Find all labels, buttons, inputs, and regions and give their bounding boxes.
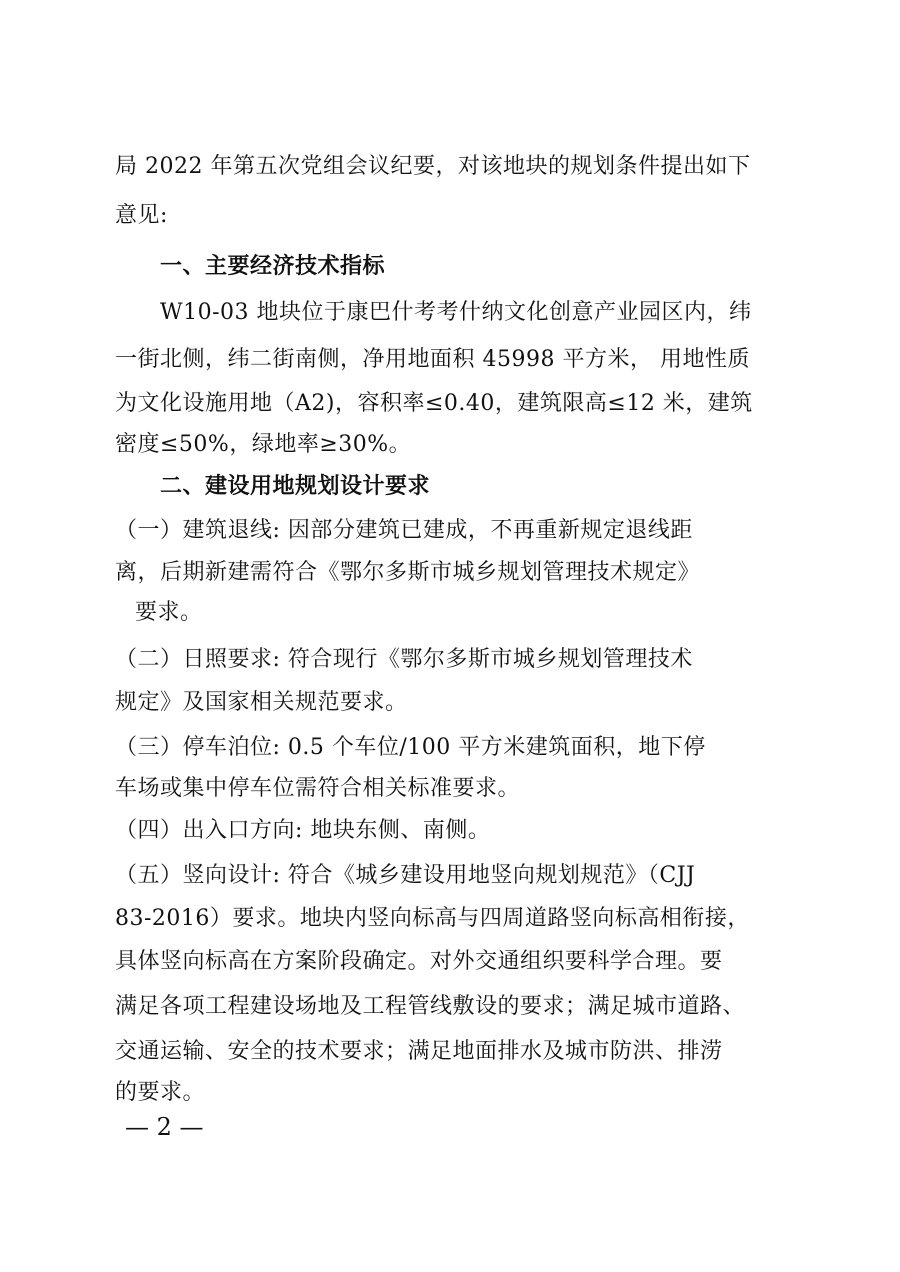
body-line: 要求。 [135,600,203,625]
body-line: 交通运输、安全的技术要求；满足地面排水及城市防洪、排涝 [115,1039,723,1064]
body-line: （二）日照要求: 符合现行《鄂尔多斯市城乡规划管理技术 [115,647,693,672]
body-line: 一街北侧，纬二街南侧，净用地面积 45998 平方米， 用地性质 [115,347,750,372]
body-line: 满足各项工程建设场地及工程管线敷设的要求；满足城市道路、 [115,994,746,1019]
page-number: — 2 — [125,1113,204,1141]
body-line: 具体竖向标高在方案阶段确定。对外交通组织要科学合理。要 [115,949,723,974]
body-line: （一）建筑退线: 因部分建筑已建成，不再重新规定退线距 [115,518,693,543]
body-line: 为文化设施用地（A2)，容积率≤0.40，建筑限高≤12 米，建筑 [115,391,753,416]
body-line: 规定》及国家相关规范要求。 [115,690,408,715]
body-line: 83-2016）要求。地块内竖向标高与四周道路竖向标高相衔接， [115,906,750,931]
body-line: 密度≤50%，绿地率≥30%。 [115,432,412,457]
body-line: W10-03 地块位于康巴什考考什纳文化创意产业园区内，纬 [160,300,752,325]
section-heading: 二、建设用地规划设计要求 [160,474,431,499]
body-line: （四）出入口方向: 地块东侧、南侧。 [115,818,491,843]
body-line: （三）停车泊位: 0.5 个车位/100 平方米建筑面积，地下停 [115,735,706,760]
section-heading: 一、主要经济技术指标 [160,254,386,279]
body-line: 局 2022 年第五次党组会议纪要，对该地块的规划条件提出如下 [115,154,751,179]
body-line: 车场或集中停车位需符合相关标准要求。 [115,776,521,801]
body-line: 的要求。 [115,1080,206,1105]
body-line: 离，后期新建需符合《鄂尔多斯市城乡规划管理技术规定》 [115,560,701,585]
body-line: 意见: [115,203,168,228]
body-line: （五）竖向设计: 符合《城乡建设用地竖向规划规范》（CJJ [115,863,696,888]
